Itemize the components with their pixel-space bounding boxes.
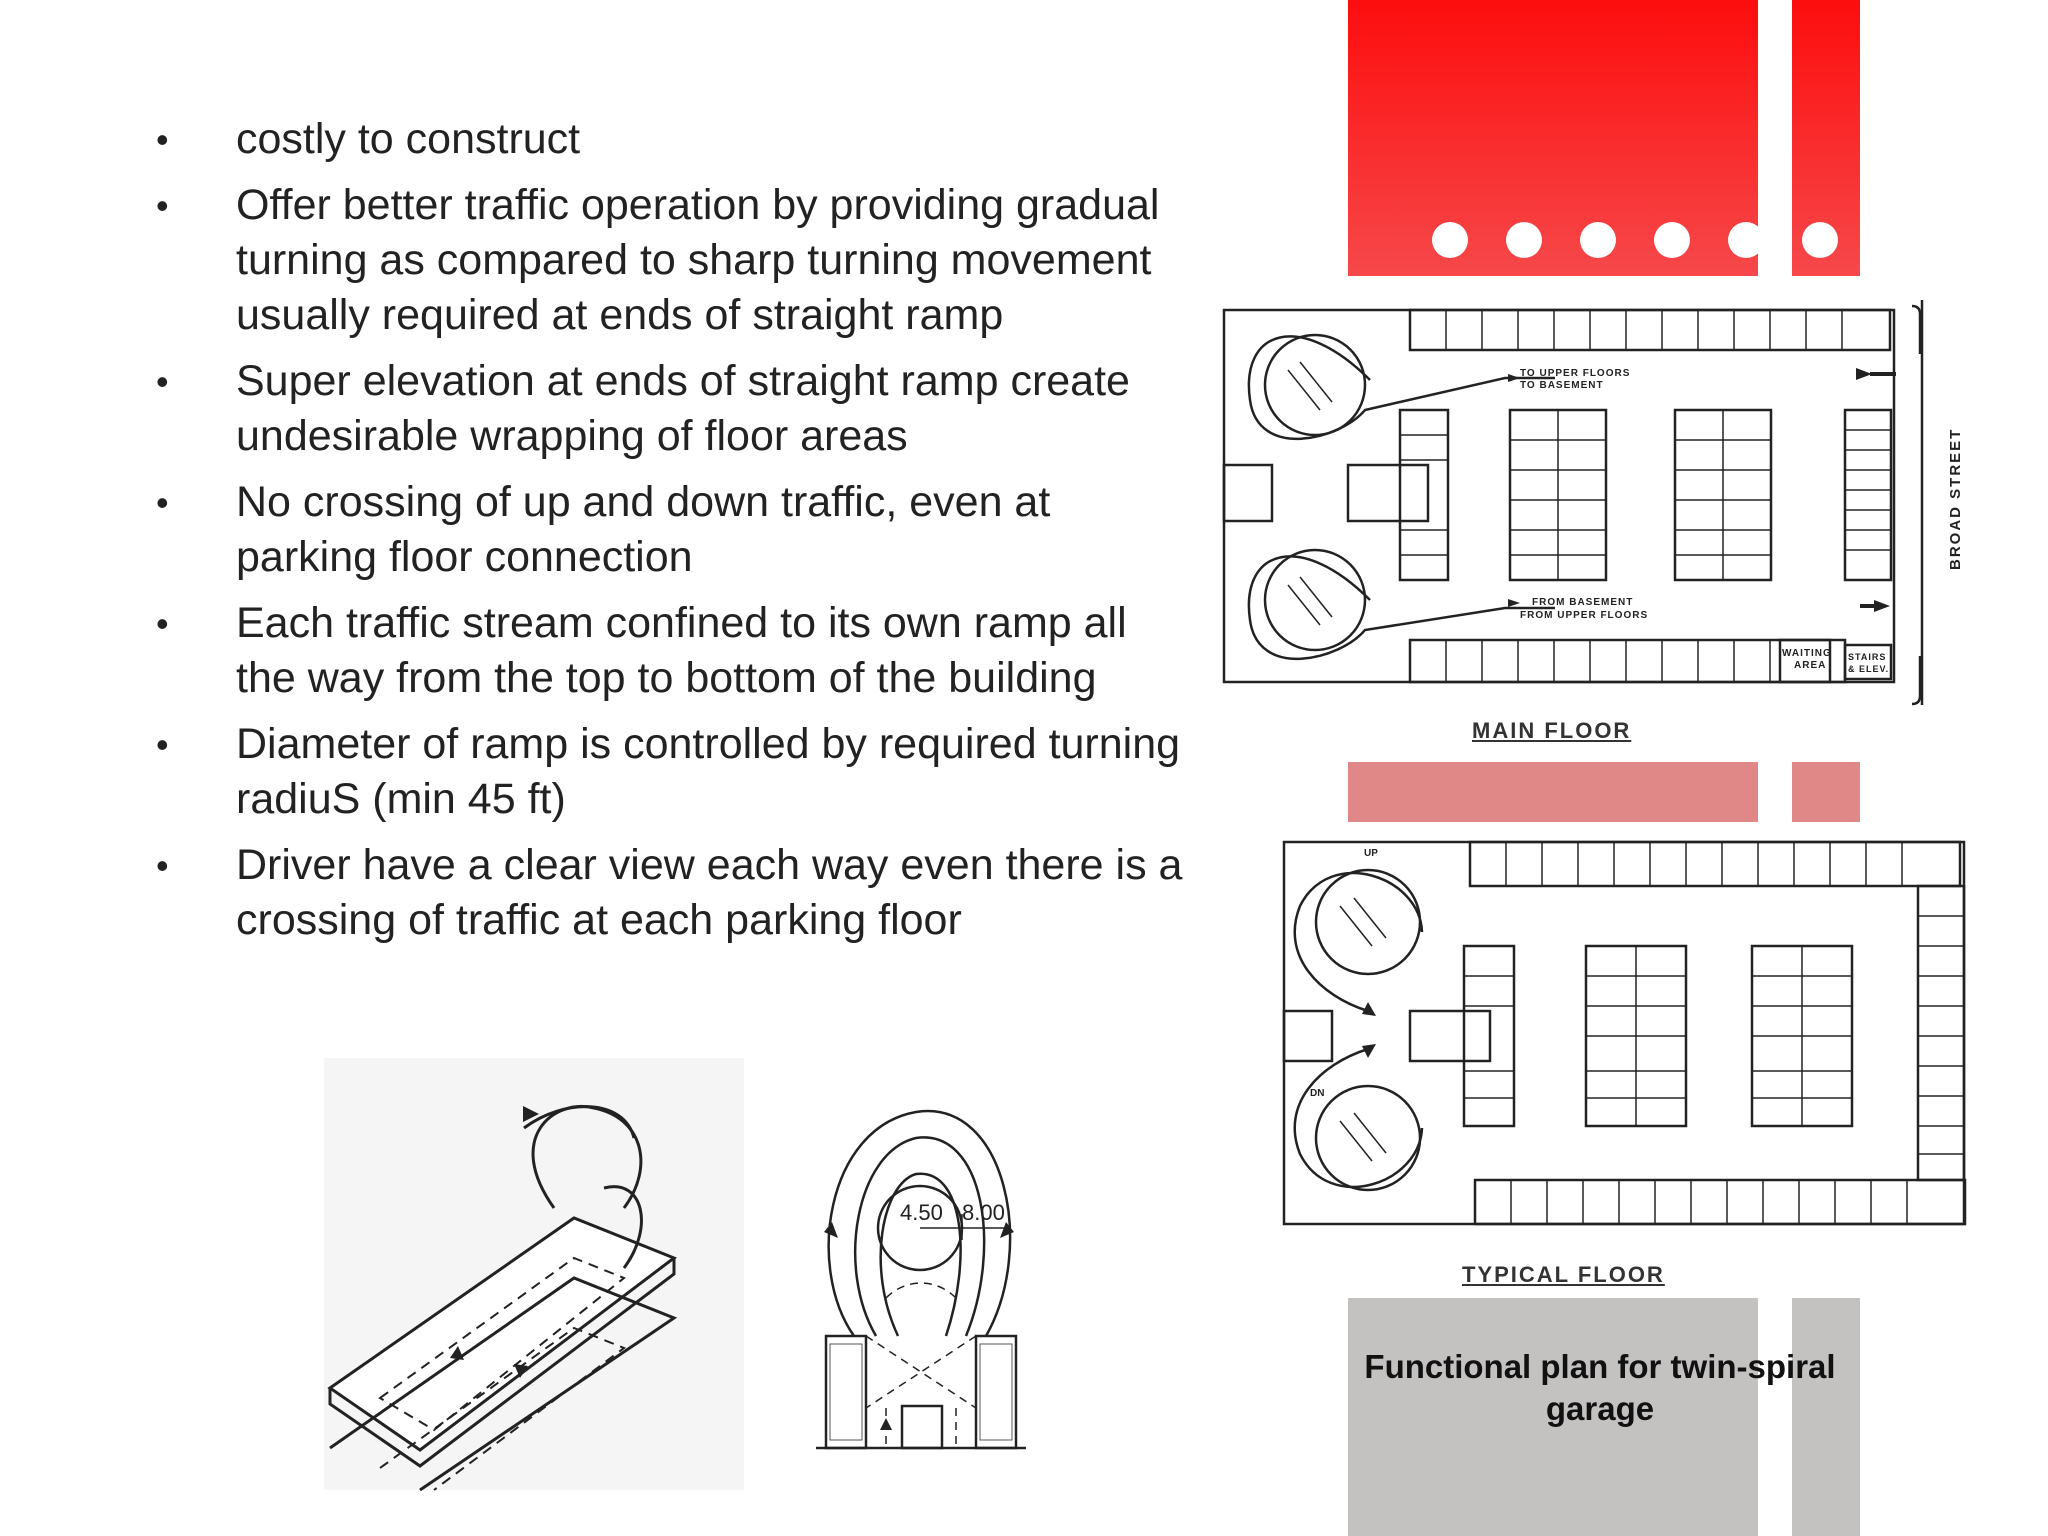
bullet-text: Super elevation at ends of straight ramp create undesirable wrapping of floor areas <box>236 357 1130 460</box>
bullet-item <box>148 717 1188 827</box>
bullet-marker: • <box>156 724 169 765</box>
pink-block-right <box>1792 762 1860 822</box>
dim-inner-radius: 4.50 <box>900 1200 943 1225</box>
figure-caption: Functional plan for twin-spiral garage <box>1364 1348 1836 1427</box>
decor-dot <box>1802 222 1838 258</box>
label-up: UP <box>1364 848 1378 859</box>
label-from-basement: FROM BASEMENT <box>1532 597 1634 608</box>
label-broad-street: BROAD STREET <box>1947 427 1964 570</box>
bullet-marker: • <box>156 185 169 226</box>
bullet-marker: • <box>156 603 169 644</box>
isometric-spiral-ramp-sketch <box>324 1058 744 1490</box>
bullet-marker: • <box>156 119 169 160</box>
bullet-text: Driver have a clear view each way even there is a crossing of traffic at each parking floor <box>236 841 1183 944</box>
bullet-marker: • <box>156 482 169 523</box>
label-dn: DN <box>1310 1088 1325 1099</box>
decor-dot <box>1654 222 1690 258</box>
decor-dot <box>1506 222 1542 258</box>
bullet-item <box>148 354 1188 464</box>
dim-outer-radius: 8.00 <box>962 1200 1005 1225</box>
bullet-item <box>148 178 1188 343</box>
typical-floor-caption: TYPICAL FLOOR <box>1462 1262 1665 1287</box>
main-floor-caption: MAIN FLOOR <box>1472 718 1632 743</box>
decor-dot <box>1728 222 1764 258</box>
bullet-item <box>148 112 1188 167</box>
bullet-item <box>148 475 1188 585</box>
bullet-item <box>148 596 1188 706</box>
bullet-text: Diameter of ramp is controlled by required turning radiuS (min 45 ft) <box>236 720 1181 823</box>
top-red-block-left <box>1348 0 1758 276</box>
label-area: AREA <box>1794 660 1827 671</box>
label-elev: & ELEV. <box>1848 664 1890 674</box>
label-waiting: WAITING <box>1782 648 1832 659</box>
bullet-marker: • <box>156 845 169 886</box>
typical-floor-plan <box>1280 836 1970 1236</box>
bullet-list <box>148 112 1188 959</box>
pink-block-left <box>1348 762 1758 822</box>
bullet-text: Each traffic stream confined to its own ramp all the way from the top to bottom of the building <box>236 599 1127 702</box>
main-floor-plan <box>1220 300 1964 720</box>
decor-dot <box>1432 222 1468 258</box>
bullet-item <box>148 838 1188 948</box>
label-stairs: STAIRS <box>1848 652 1887 662</box>
decor-dot <box>1580 222 1616 258</box>
label-to-basement: TO BASEMENT <box>1520 380 1604 391</box>
bullet-marker: • <box>156 361 169 402</box>
ramp-plan-dimension-sketch <box>816 1088 1026 1462</box>
label-from-upper-floors: FROM UPPER FLOORS <box>1520 610 1649 621</box>
label-to-upper-floors: TO UPPER FLOORS <box>1520 368 1631 379</box>
bullet-text: Offer better traffic operation by providing gradual turning as compared to sharp turning movement usually required at ends of straight ramp <box>236 181 1160 339</box>
bullet-text: costly to construct <box>236 115 581 163</box>
bullet-text: No crossing of up and down traffic, even at parking floor connection <box>236 478 1051 581</box>
